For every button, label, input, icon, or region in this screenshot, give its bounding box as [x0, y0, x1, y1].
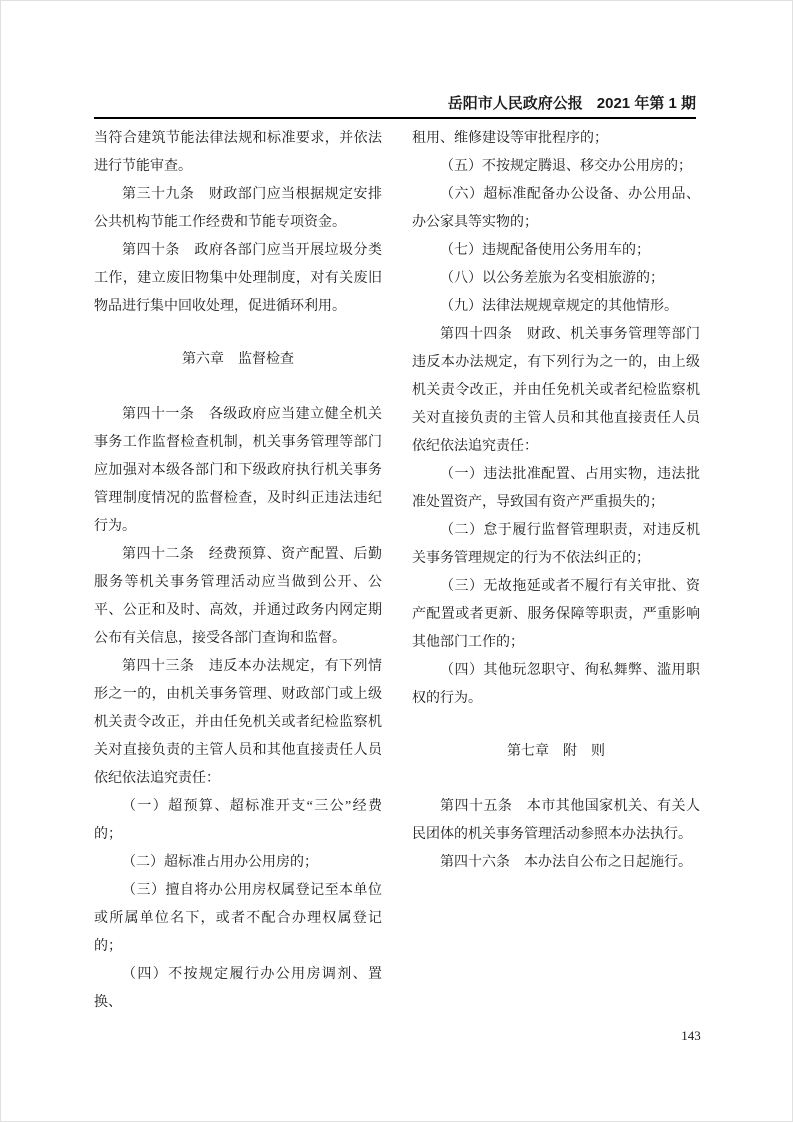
article-43-item-3: （三）擅自将办公用房权属登记至本单位或所属单位名下，或者不配合办理权属登记的； — [94, 883, 382, 954]
article-45: 第四十五条 本市其他国家机关、有关人民团体的机关事务管理活动参照本办法执行。 — [412, 799, 700, 842]
article-44: 第四十四条 财政、机关事务管理等部门违反本办法规定，有下列行为之一的，由上级机关责令改正，并由任免机关或者纪检监察机关对直接负责的主管人员和其他直接责任人员依纪依法追究责任： — [412, 327, 700, 454]
article-44-item-2: （二）怠于履行监督管理职责，对违反机关事务管理规定的行为不依法纠正的； — [412, 523, 700, 566]
article-43-item-8: （八）以公务差旅为名变相旅游的； — [440, 271, 664, 286]
article-43-item-4: （四）不按规定履行办公用房调剂、置换、 — [94, 967, 382, 1010]
article-41: 第四十一条 各级政府应当建立健全机关事务工作监督检查机制，机关事务管理等部门应加强对本级各部门和下级政府执行机关事务管理制度情况的监督检查，及时纠正违法违纪行为。 — [94, 407, 382, 534]
article-44-item-1: （一）违法批准配置、占用实物，违法批准处置资产，导致国有资产严重损失的； — [412, 467, 700, 510]
chapter-7-heading: 第七章 附 则 — [507, 744, 605, 759]
chapter-6-heading: 第六章 监督检查 — [182, 352, 294, 367]
article-42: 第四十二条 经费预算、资产配置、后勤服务等机关事务管理活动应当做到公开、公平、公正和及时、高效，并通过政务内网定期公布有关信息，接受各部门查询和监督。 — [94, 547, 382, 646]
article-39: 第三十九条 财政部门应当根据规定安排公共机构节能工作经费和节能专项资金。 — [94, 187, 382, 230]
document-body — [94, 125, 700, 1017]
paragraph-continuation: 当符合建筑节能法律法规和标准要求，并依法进行节能审查。 — [94, 131, 382, 174]
gazette-title: 岳阳市人民政府公报 — [447, 95, 583, 112]
article-46: 第四十六条 本办法自公布之日起施行。 — [440, 855, 692, 870]
article-44-item-4: （四）其他玩忽职守、徇私舞弊、滥用职权的行为。 — [412, 663, 700, 706]
article-43-item-7: （七）违规配备使用公务用车的； — [440, 243, 650, 258]
article-40: 第四十条 政府各部门应当开展垃圾分类工作，建立废旧物集中处理制度，对有关废旧物品进行集中回收处理，促进循环利用。 — [94, 243, 382, 314]
right-column — [412, 125, 700, 1017]
article-43-item-5: （五）不按规定腾退、移交办公用房的； — [440, 159, 692, 174]
article-44-item-3: （三）无故拖延或者不履行有关审批、资产配置或者更新、服务保障等职责，严重影响其他部门工作的； — [412, 579, 700, 650]
paragraph-continuation: 租用、维修建设等审批程序的； — [412, 131, 608, 146]
article-43-item-1: （一）超预算、超标准开支“三公”经费的； — [94, 799, 382, 842]
article-43: 第四十三条 违反本办法规定，有下列情形之一的，由机关事务管理、财政部门或上级机关责令改正，并由任免机关或者纪检监察机关对直接负责的主管人员和其他直接责任人员依纪依法追究责任： — [94, 659, 382, 786]
header-rule — [94, 117, 696, 119]
article-43-item-9: （九）法律法规规章规定的其他情形。 — [440, 299, 678, 314]
article-43-item-2: （二）超标准占用办公用房的； — [122, 855, 318, 870]
left-column — [94, 125, 382, 1017]
page-number: 143 — [681, 1028, 701, 1043]
article-43-item-6: （六）超标准配备办公设备、办公用品、办公家具等实物的； — [412, 187, 700, 230]
page-header — [94, 94, 696, 114]
gazette-issue: 2021 年第 1 期 — [596, 95, 696, 112]
